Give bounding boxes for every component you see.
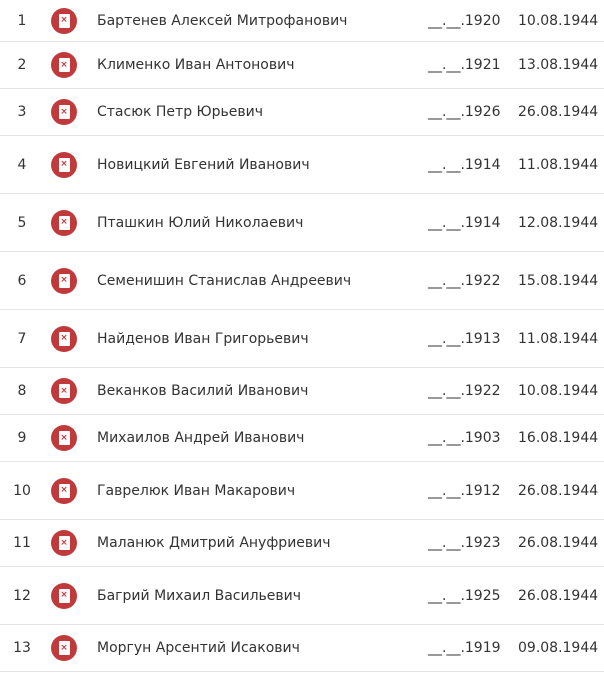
row-number: 2 — [17, 57, 27, 73]
death-date: 16.08.1944 — [518, 430, 599, 446]
table-row — [0, 310, 604, 368]
row-number: 3 — [17, 104, 27, 120]
death-date: 10.08.1944 — [518, 383, 599, 399]
person-name[interactable]: Михаилов Андрей Иванович — [97, 430, 305, 446]
row-number: 8 — [17, 383, 27, 399]
document-x-icon[interactable]: × — [51, 152, 77, 178]
table-row — [0, 567, 604, 625]
death-date: 12.08.1944 — [518, 214, 599, 231]
table-row — [0, 42, 604, 89]
death-date: 15.08.1944 — [518, 272, 599, 289]
row-number: 5 — [17, 214, 27, 231]
person-name[interactable]: Багрий Михаил Васильевич — [97, 587, 302, 604]
person-name[interactable]: Гаврелюк Иван Макарович — [97, 482, 296, 499]
table-row — [0, 520, 604, 567]
row-number: 1 — [17, 12, 27, 29]
person-name[interactable]: Новицкий Евгений Иванович — [97, 156, 310, 173]
document-x-icon[interactable]: × — [51, 268, 77, 294]
birth-date: __.__.1913 — [428, 330, 501, 347]
table-row — [0, 136, 604, 194]
person-name[interactable]: Маланюк Дмитрий Ануфриевич — [97, 535, 331, 551]
table-row — [0, 368, 604, 415]
death-date: 26.08.1944 — [518, 104, 599, 120]
death-date: 09.08.1944 — [518, 640, 599, 656]
document-x-icon[interactable]: × — [51, 8, 77, 34]
death-date: 26.08.1944 — [518, 535, 599, 551]
birth-date: __.__.1912 — [428, 482, 501, 499]
death-date: 13.08.1944 — [518, 57, 599, 73]
table-row — [0, 194, 604, 252]
row-number: 13 — [13, 640, 31, 656]
death-date: 26.08.1944 — [518, 482, 599, 499]
document-x-icon[interactable]: × — [51, 530, 77, 556]
birth-date: __.__.1921 — [428, 57, 501, 73]
row-number: 10 — [13, 482, 31, 499]
row-number: 11 — [13, 535, 31, 551]
person-name[interactable]: Веканков Василий Иванович — [97, 383, 309, 399]
document-x-icon[interactable]: × — [51, 99, 77, 125]
document-x-icon[interactable]: × — [51, 478, 77, 504]
document-x-icon[interactable]: × — [51, 635, 77, 661]
death-date: 10.08.1944 — [518, 12, 599, 29]
table-row — [0, 462, 604, 520]
person-name[interactable]: Стасюк Петр Юрьевич — [97, 104, 264, 120]
birth-date: __.__.1925 — [428, 587, 501, 604]
table-row — [0, 625, 604, 672]
birth-date: __.__.1923 — [428, 535, 501, 551]
birth-date: __.__.1914 — [428, 156, 501, 173]
row-number: 12 — [13, 587, 31, 604]
document-x-icon[interactable]: × — [51, 52, 77, 78]
death-date: 11.08.1944 — [518, 330, 599, 347]
birth-date: __.__.1922 — [428, 383, 501, 399]
person-name[interactable]: Бартенев Алексей Митрофанович — [97, 12, 348, 29]
table-row — [0, 415, 604, 462]
birth-date: __.__.1920 — [428, 12, 501, 29]
birth-date: __.__.1914 — [428, 214, 501, 231]
person-name[interactable]: Найденов Иван Григорьевич — [97, 330, 309, 347]
birth-date: __.__.1922 — [428, 272, 501, 289]
table-row — [0, 0, 604, 42]
row-number: 7 — [17, 330, 27, 347]
row-number: 6 — [17, 272, 27, 289]
person-name[interactable]: Пташкин Юлий Николаевич — [97, 214, 304, 231]
death-date: 11.08.1944 — [518, 156, 599, 173]
document-x-icon[interactable]: × — [51, 326, 77, 352]
table-row — [0, 252, 604, 310]
person-name[interactable]: Клименко Иван Антонович — [97, 57, 295, 73]
document-x-icon[interactable]: × — [51, 425, 77, 451]
person-name[interactable]: Семенишин Станислав Андреевич — [97, 272, 352, 289]
document-x-icon[interactable]: × — [51, 378, 77, 404]
birth-date: __.__.1919 — [428, 640, 501, 656]
birth-date: __.__.1903 — [428, 430, 501, 446]
birth-date: __.__.1926 — [428, 104, 501, 120]
document-x-icon[interactable]: × — [51, 583, 77, 609]
person-name[interactable]: Моргун Арсентий Исакович — [97, 640, 300, 656]
death-date: 26.08.1944 — [518, 587, 599, 604]
table-row — [0, 89, 604, 136]
row-number: 9 — [17, 430, 27, 446]
row-number: 4 — [17, 156, 27, 173]
document-x-icon[interactable]: × — [51, 210, 77, 236]
